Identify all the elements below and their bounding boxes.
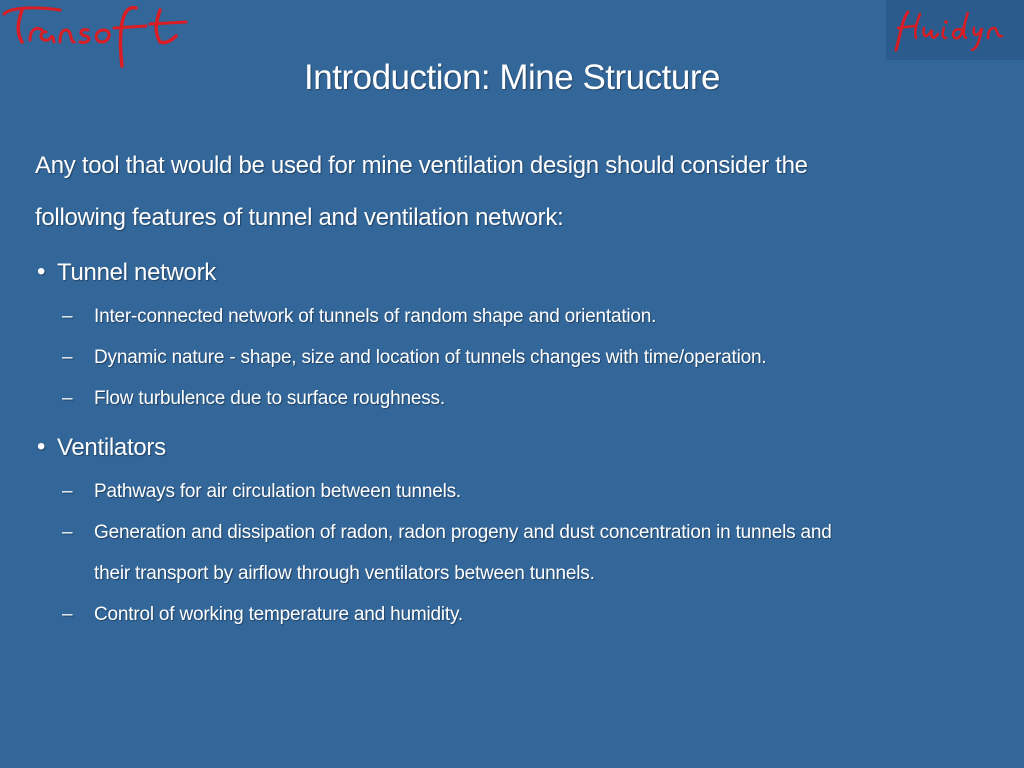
- intro-line-1: Any tool that would be used for mine ventilation design should consider the: [35, 152, 808, 179]
- dash-icon: –: [62, 388, 73, 409]
- list-item: [35, 296, 1010, 337]
- section-ventilators: [35, 433, 1010, 635]
- list-item: [35, 594, 1010, 635]
- dash-icon: –: [62, 604, 73, 625]
- bullet-tunnel-network: [35, 258, 1010, 288]
- slide-body: [35, 140, 1010, 635]
- list-item: [35, 512, 1010, 553]
- list-item-text: Dynamic nature - shape, size and location of tunnels changes with time/operation.: [94, 347, 767, 368]
- section-heading: Ventilators: [57, 434, 166, 461]
- dash-icon: –: [62, 306, 73, 327]
- list-item-text: Inter-connected network of tunnels of random shape and orientation.: [94, 306, 657, 327]
- fluidyn-logo-box: [886, 0, 1024, 60]
- list-item: [35, 471, 1010, 512]
- dash-icon: –: [62, 522, 73, 543]
- slide-title: Introduction: Mine Structure: [304, 58, 720, 97]
- list-item-continuation: [35, 553, 1010, 594]
- sub-list: [35, 471, 1010, 635]
- section-tunnel-network: [35, 258, 1010, 419]
- intro-line-2: following features of tunnel and ventilation network:: [35, 204, 564, 231]
- section-heading: Tunnel network: [57, 259, 216, 286]
- list-item: [35, 337, 1010, 378]
- list-item-text: Flow turbulence due to surface roughness.: [94, 388, 445, 409]
- sub-list: [35, 296, 1010, 419]
- dash-icon: –: [62, 347, 73, 368]
- list-item-text: Pathways for air circulation between tunnels.: [94, 481, 461, 502]
- bullet-dot-icon: •: [37, 258, 46, 285]
- list-item-text: Control of working temperature and humidity.: [94, 604, 463, 625]
- list-item-text: their transport by airflow through ventilators between tunnels.: [94, 563, 595, 584]
- list-item-text: Generation and dissipation of radon, radon progeny and dust concentration in tunnels and: [94, 522, 832, 543]
- dash-icon: –: [62, 481, 73, 502]
- bullet-ventilators: [35, 433, 1010, 463]
- list-item: [35, 378, 1010, 419]
- bullet-dot-icon: •: [37, 433, 46, 460]
- fluidyn-logo: [890, 6, 1020, 54]
